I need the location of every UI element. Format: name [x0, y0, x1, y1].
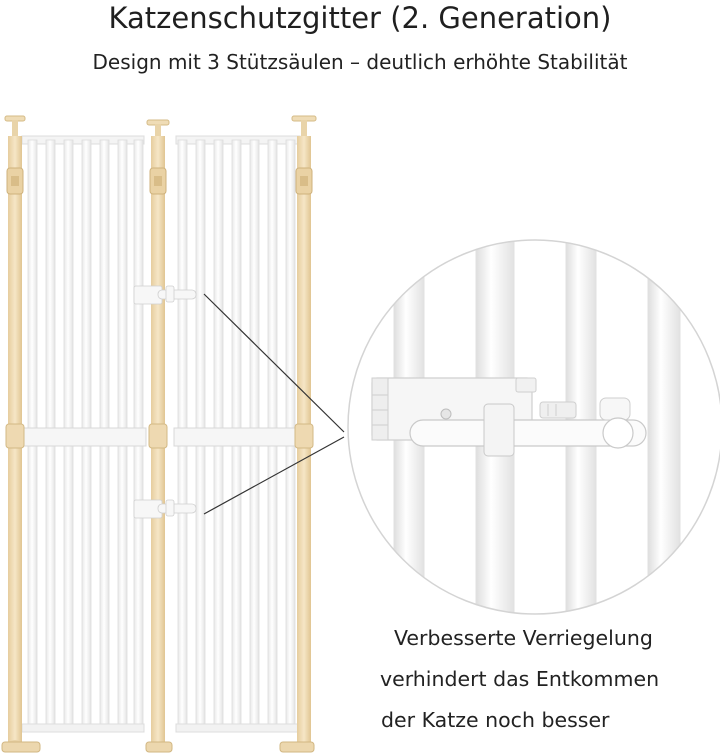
caption-line-1: Verbesserte Verriegelung: [394, 626, 653, 650]
support-post-middle: [146, 120, 172, 752]
page-subtitle: Design mit 3 Stützsäulen – deutlich erhöhte Stabilität: [92, 50, 628, 74]
latch-detail-circle: [340, 230, 720, 640]
right-gate-panel: [174, 136, 302, 732]
caption-line-2: verhindert das Entkommen: [380, 667, 660, 691]
caption-line-3: der Katze noch besser: [381, 708, 610, 732]
page-title: Katzenschutzgitter (2. Generation): [108, 1, 612, 35]
left-gate-panel: [20, 136, 146, 732]
